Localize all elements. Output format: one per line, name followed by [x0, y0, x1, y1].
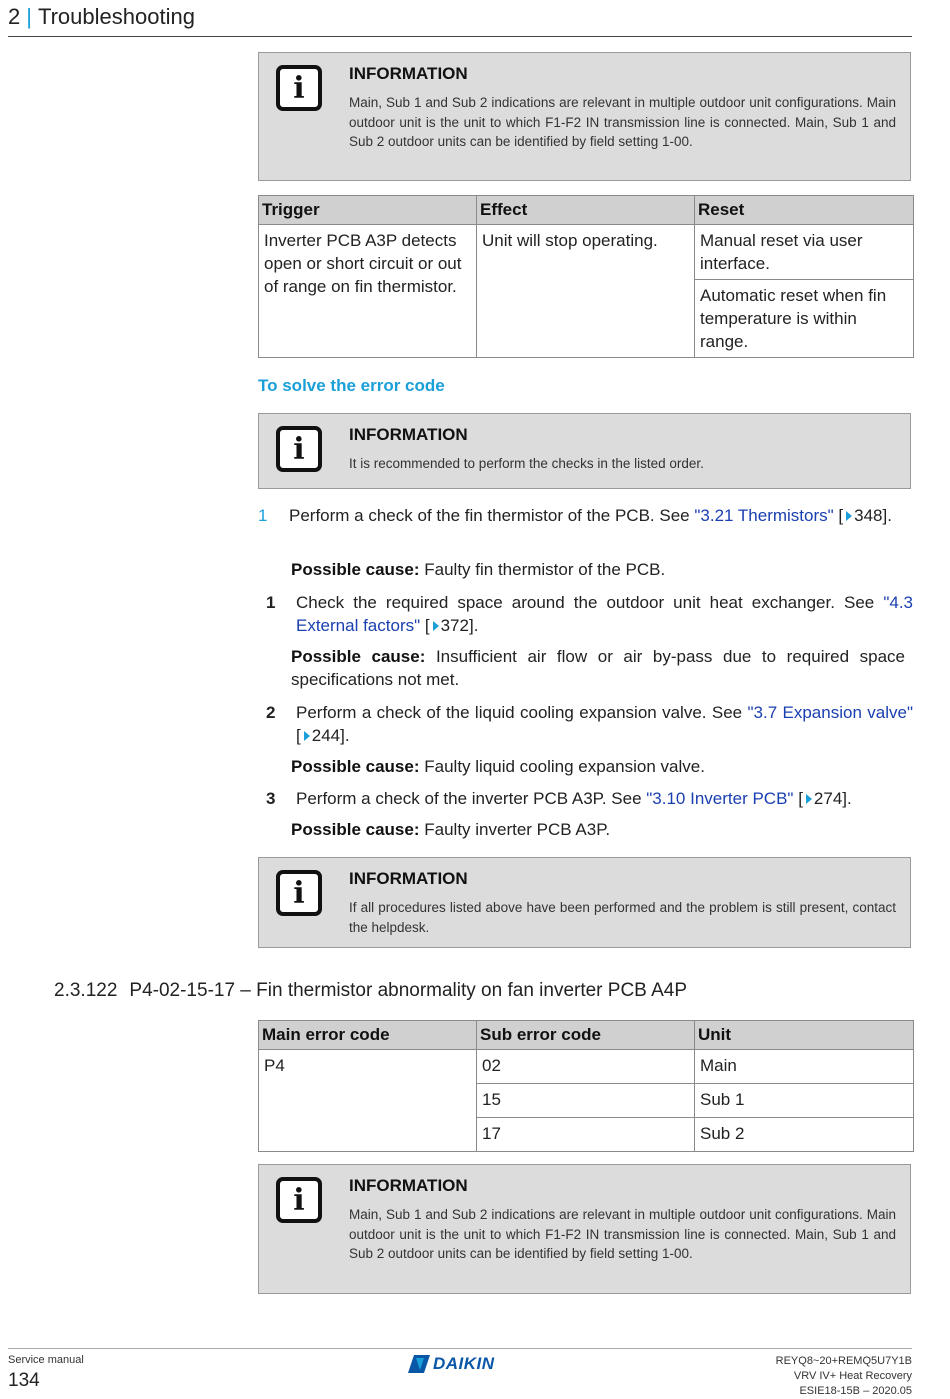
cause-label: Possible cause: — [291, 757, 420, 776]
cause-label: Possible cause: — [291, 647, 426, 666]
model-number: REYQ8~20+REMQ5U7Y1B — [775, 1355, 912, 1367]
info-title: INFORMATION — [349, 425, 468, 444]
information-icon: i — [276, 426, 322, 472]
step-text: Perform a check of the liquid cooling expansion valve. See — [296, 703, 743, 722]
unit-cell: Sub 2 — [695, 1118, 914, 1152]
information-icon: i — [276, 1177, 322, 1223]
external-factors-link[interactable]: "4.3 External factors" — [296, 593, 913, 635]
reset-cell: Manual reset via user interface. — [695, 225, 914, 280]
header-divider — [8, 36, 912, 37]
page-reference: 348 — [854, 506, 883, 525]
info-box — [258, 857, 911, 948]
table-row — [259, 1050, 914, 1084]
possible-cause — [291, 818, 913, 841]
reset-cell: Automatic reset when fin temperature is within range. — [695, 280, 914, 358]
header-separator: | — [26, 4, 32, 29]
possible-cause — [291, 558, 913, 581]
inverter-pcb-link[interactable]: "3.10 Inverter PCB" — [646, 789, 794, 808]
error-code-table — [258, 1020, 914, 1152]
column-header: Effect — [477, 196, 695, 225]
list-item: 2 Perform a check of the liquid cooling expansion valve. See "3.7 Expansion valve" [ 244]. — [266, 703, 913, 745]
page-header — [8, 4, 195, 30]
info-title: INFORMATION — [349, 64, 468, 83]
solve-heading: To solve the error code — [258, 376, 445, 395]
info-box — [258, 1164, 911, 1294]
sub-error-code-cell: 15 — [477, 1084, 695, 1118]
doc-type: Service manual — [8, 1354, 84, 1366]
cause-label: Possible cause: — [291, 820, 420, 839]
unit-cell: Sub 1 — [695, 1084, 914, 1118]
info-title: INFORMATION — [349, 869, 468, 888]
page-number: 134 — [8, 1370, 40, 1391]
step-text: Perform a check of the inverter PCB A3P. See — [296, 789, 642, 808]
possible-cause — [291, 755, 913, 778]
info-body: It is recommended to perform the checks in the listed order. — [349, 456, 704, 471]
step-number: 1 — [266, 593, 276, 612]
step-text: Perform a check of the fin thermistor of the PCB. See — [289, 506, 690, 525]
page-reference-icon — [846, 511, 852, 521]
page-reference: 372 — [440, 616, 469, 635]
footer-document-info — [776, 1354, 912, 1399]
info-body: Main, Sub 1 and Sub 2 indications are relevant in multiple outdoor unit configurations. Main outdoor unit is the unit to which F1-F2 IN transmission line is connected. Main, Sub 1 and Sub 2 outdoor units can be identified by field setting 1-00. — [349, 1207, 896, 1261]
table-row — [259, 225, 914, 280]
daikin-logo — [408, 1354, 495, 1374]
cause-text: Faulty inverter PCB A3P. — [424, 820, 611, 839]
footer-divider — [8, 1348, 912, 1349]
step-number: 2 — [266, 703, 276, 722]
page-reference-icon — [304, 731, 310, 741]
info-box — [258, 413, 911, 489]
column-header: Sub error code — [477, 1021, 695, 1050]
sub-error-code-cell: 17 — [477, 1118, 695, 1152]
info-box — [258, 52, 911, 181]
document-id: ESIE18-15B – 2020.05 — [799, 1385, 912, 1397]
effect-cell: Unit will stop operating. — [477, 225, 695, 358]
list-item: 1 Perform a check of the fin thermistor of the PCB. See "3.21 Thermistors" [ 348]. — [258, 506, 892, 525]
chapter-title: Troubleshooting — [37, 4, 195, 29]
step-text: Check the required space around the outdoor unit heat exchanger. See — [296, 593, 875, 612]
page-reference-icon — [806, 794, 812, 804]
trigger-cell: Inverter PCB A3P detects open or short circuit or out of range on fin thermistor. — [259, 225, 477, 358]
possible-cause — [291, 645, 905, 691]
step-number: 3 — [266, 789, 276, 808]
page-reference: 274 — [813, 789, 843, 808]
sub-error-code-cell: 02 — [477, 1050, 695, 1084]
list-item: 1 Check the required space around the outdoor unit heat exchanger. See "4.3 External factors" [ 372]. — [266, 593, 913, 635]
information-icon: i — [276, 65, 322, 111]
section-heading: P4-02-15-17 – Fin thermistor abnormality on fan inverter PCB A4P — [129, 980, 688, 1001]
list-item: 3 Perform a check of the inverter PCB A3P. See "3.10 Inverter PCB" [ 274]. — [266, 789, 852, 808]
table-header-row — [259, 1021, 914, 1050]
brand-name: DAIKIN — [433, 1354, 495, 1373]
info-body: Main, Sub 1 and Sub 2 indications are relevant in multiple outdoor unit configurations. Main outdoor unit is the unit to which F1-F2 IN transmission line is connected. Main, Sub 1 and Sub 2 outdoor units can be identified by field setting 1-00. — [349, 95, 896, 149]
cause-text: Insufficient air flow or air by-pass due to required space specifications not met. — [291, 647, 905, 689]
section-title — [54, 980, 687, 1002]
column-header: Main error code — [259, 1021, 477, 1050]
trigger-table — [258, 195, 914, 358]
main-error-code-cell: P4 — [259, 1050, 477, 1152]
section-number: 2.3.122 — [54, 980, 118, 1001]
cause-text: Faulty liquid cooling expansion valve. — [424, 757, 705, 776]
product-name: VRV IV+ Heat Recovery — [793, 1370, 912, 1382]
information-icon: i — [276, 870, 322, 916]
cause-text: Faulty fin thermistor of the PCB. — [424, 560, 666, 579]
step-number: 1 — [258, 506, 268, 525]
chapter-number: 2 — [8, 4, 21, 29]
info-body: If all procedures listed above have been performed and the problem is still present, contact the helpdesk. — [349, 900, 896, 935]
cause-label: Possible cause: — [291, 560, 420, 579]
unit-cell: Main — [695, 1050, 914, 1084]
table-header-row — [259, 196, 914, 225]
info-title: INFORMATION — [349, 1176, 468, 1195]
page-reference: 244 — [311, 726, 341, 745]
daikin-logo-icon — [408, 1355, 430, 1373]
column-header: Unit — [695, 1021, 914, 1050]
page-reference-icon — [433, 621, 439, 631]
expansion-valve-link[interactable]: "3.7 Expansion valve" — [747, 703, 913, 722]
column-header: Reset — [695, 196, 914, 225]
column-header: Trigger — [259, 196, 477, 225]
thermistors-link[interactable]: "3.21 Thermistors" — [694, 506, 834, 525]
